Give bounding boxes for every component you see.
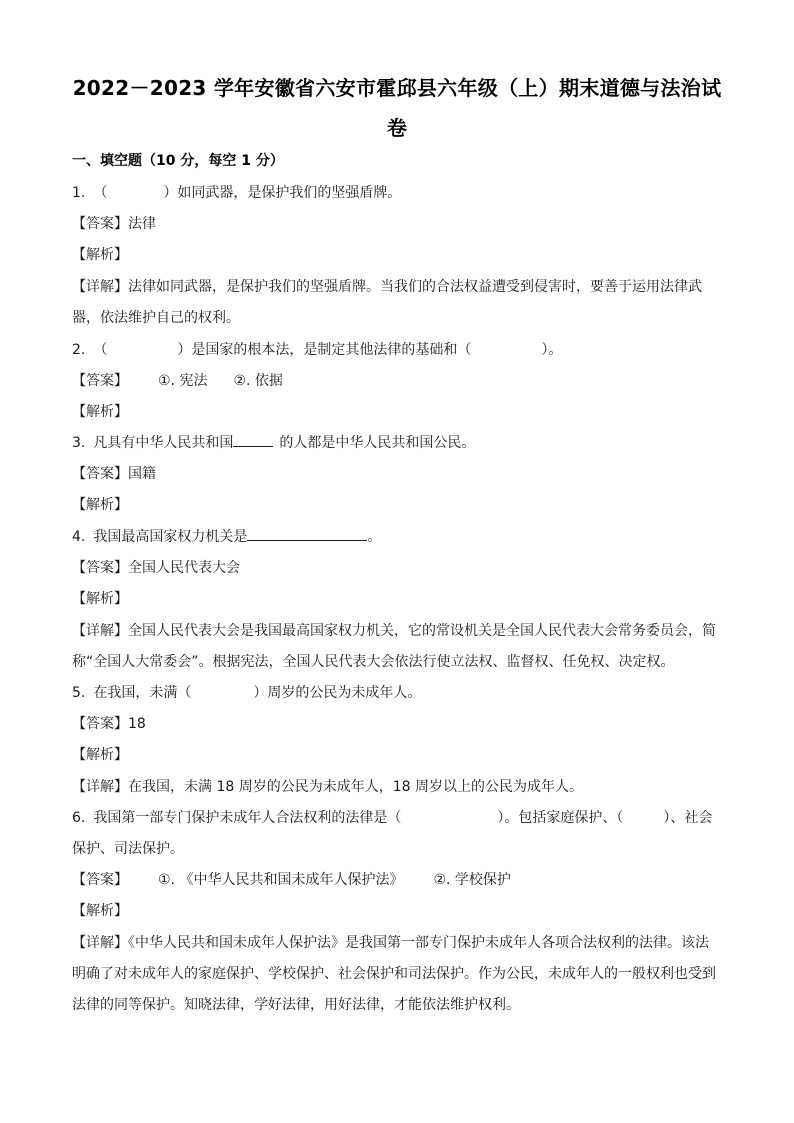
question-6: 6. 我国第一部专门保护未成年人合法权利的法律是（ ）。包括家庭保护、（ ）、社会 [72, 810, 713, 826]
question-number: 4. [72, 529, 86, 545]
detail-1-line2: 器，依法维护自己的权利。 [72, 310, 240, 326]
question-number: 5. [72, 685, 86, 701]
answer-label: 【答案】 [72, 373, 128, 389]
detail-label: 【详解】 [72, 779, 128, 795]
question-1: 1. （ ）如同武器，是保护我们的坚强盾牌。 [72, 185, 402, 201]
detail-6-line1: 【详解】《中华人民共和国未成年人保护法》是我国第一部专门保护未成年人各项合法权利的法律。该法 [72, 935, 709, 951]
answer-text: 全国人民代表大会 [128, 560, 240, 576]
answer-text: 18 [128, 716, 146, 732]
question-5: 5. 在我国，未满（ ）周岁的公民为未成年人。 [72, 685, 422, 701]
exam-title-line1: 2022－2023 学年安徽省六安市霍邱县六年级（上）期末道德与法治试 [72, 76, 722, 100]
answer-label: 【答案】 [72, 466, 128, 482]
answer-underline [233, 434, 273, 447]
exam-title-line2: 卷 [386, 116, 408, 140]
detail-label: 【详解】 [72, 935, 128, 951]
answer-label: 【答案】 [72, 216, 128, 232]
answer-5 [72, 713, 146, 733]
section-heading: 一、填空题（10 分，每空 1 分） [72, 153, 284, 169]
question-number: 1. [72, 185, 86, 201]
question-4: 4. 我国最高国家权力机关是 。 [72, 529, 382, 545]
question-2: 2. （ ）是国家的根本法，是制定其他法律的基础和（ ）。 [72, 342, 563, 358]
analysis-6: 【解析】 [72, 903, 128, 919]
detail-6-line2: 明确了对未成年人的家庭保护、学校保护、社会保护和司法保护。作为公民，未成年人的一般权利也受到 [72, 966, 716, 982]
question-6-cont: 保护、司法保护。 [72, 841, 184, 857]
answer-label: 【答案】 [72, 716, 128, 732]
detail-label: 【详解】 [72, 279, 128, 295]
answer-1 [72, 213, 156, 233]
answer-option-b: ②. 学校保护 [433, 872, 511, 888]
detail-6-line3: 法律的同等保护。知晓法律，学好法律，用好法律，才能依法维护权利。 [72, 997, 520, 1013]
answer-underline [247, 528, 367, 541]
answer-4 [72, 557, 240, 577]
detail-label: 【详解】 [72, 623, 128, 639]
answer-label: 【答案】 [72, 560, 128, 576]
answer-option-b: ②. 依据 [233, 373, 283, 389]
question-number: 6. [72, 810, 86, 826]
detail-4-line1: 【详解】全国人民代表大会是我国最高国家权力机关，它的常设机关是全国人民代表大会常务委员会，简 [72, 623, 716, 639]
analysis-4: 【解析】 [72, 591, 128, 607]
answer-6 [72, 869, 511, 889]
question-number: 2. [72, 342, 86, 358]
answer-text: 国籍 [128, 466, 156, 482]
detail-4-line2: 称“全国人大常委会”。根据宪法，全国人民代表大会依法行使立法权、监督权、任免权、决定权。 [72, 654, 675, 670]
analysis-1: 【解析】 [72, 247, 128, 263]
detail-5: 【详解】在我国，未满 18 周岁的公民为未成年人，18 周岁以上的公民为成年人。 [72, 779, 583, 795]
answer-option-a: ①. 《中华人民共和国未成年人保护法》 [158, 872, 404, 888]
analysis-2: 【解析】 [72, 404, 128, 420]
answer-option-a: ①. 宪法 [158, 373, 208, 389]
answer-3 [72, 463, 156, 483]
analysis-3: 【解析】 [72, 497, 128, 513]
question-3: 3. 凡具有中华人民共和国 的人都是中华人民共和国公民。 [72, 435, 476, 451]
answer-2 [72, 370, 283, 390]
detail-1-line1: 【详解】法律如同武器，是保护我们的坚强盾牌。当我们的合法权益遭受到侵害时，要善于运用法律武 [72, 279, 702, 295]
answer-text: 法律 [128, 216, 156, 232]
question-number: 3. [72, 435, 86, 451]
answer-label: 【答案】 [72, 872, 128, 888]
analysis-5: 【解析】 [72, 747, 128, 763]
